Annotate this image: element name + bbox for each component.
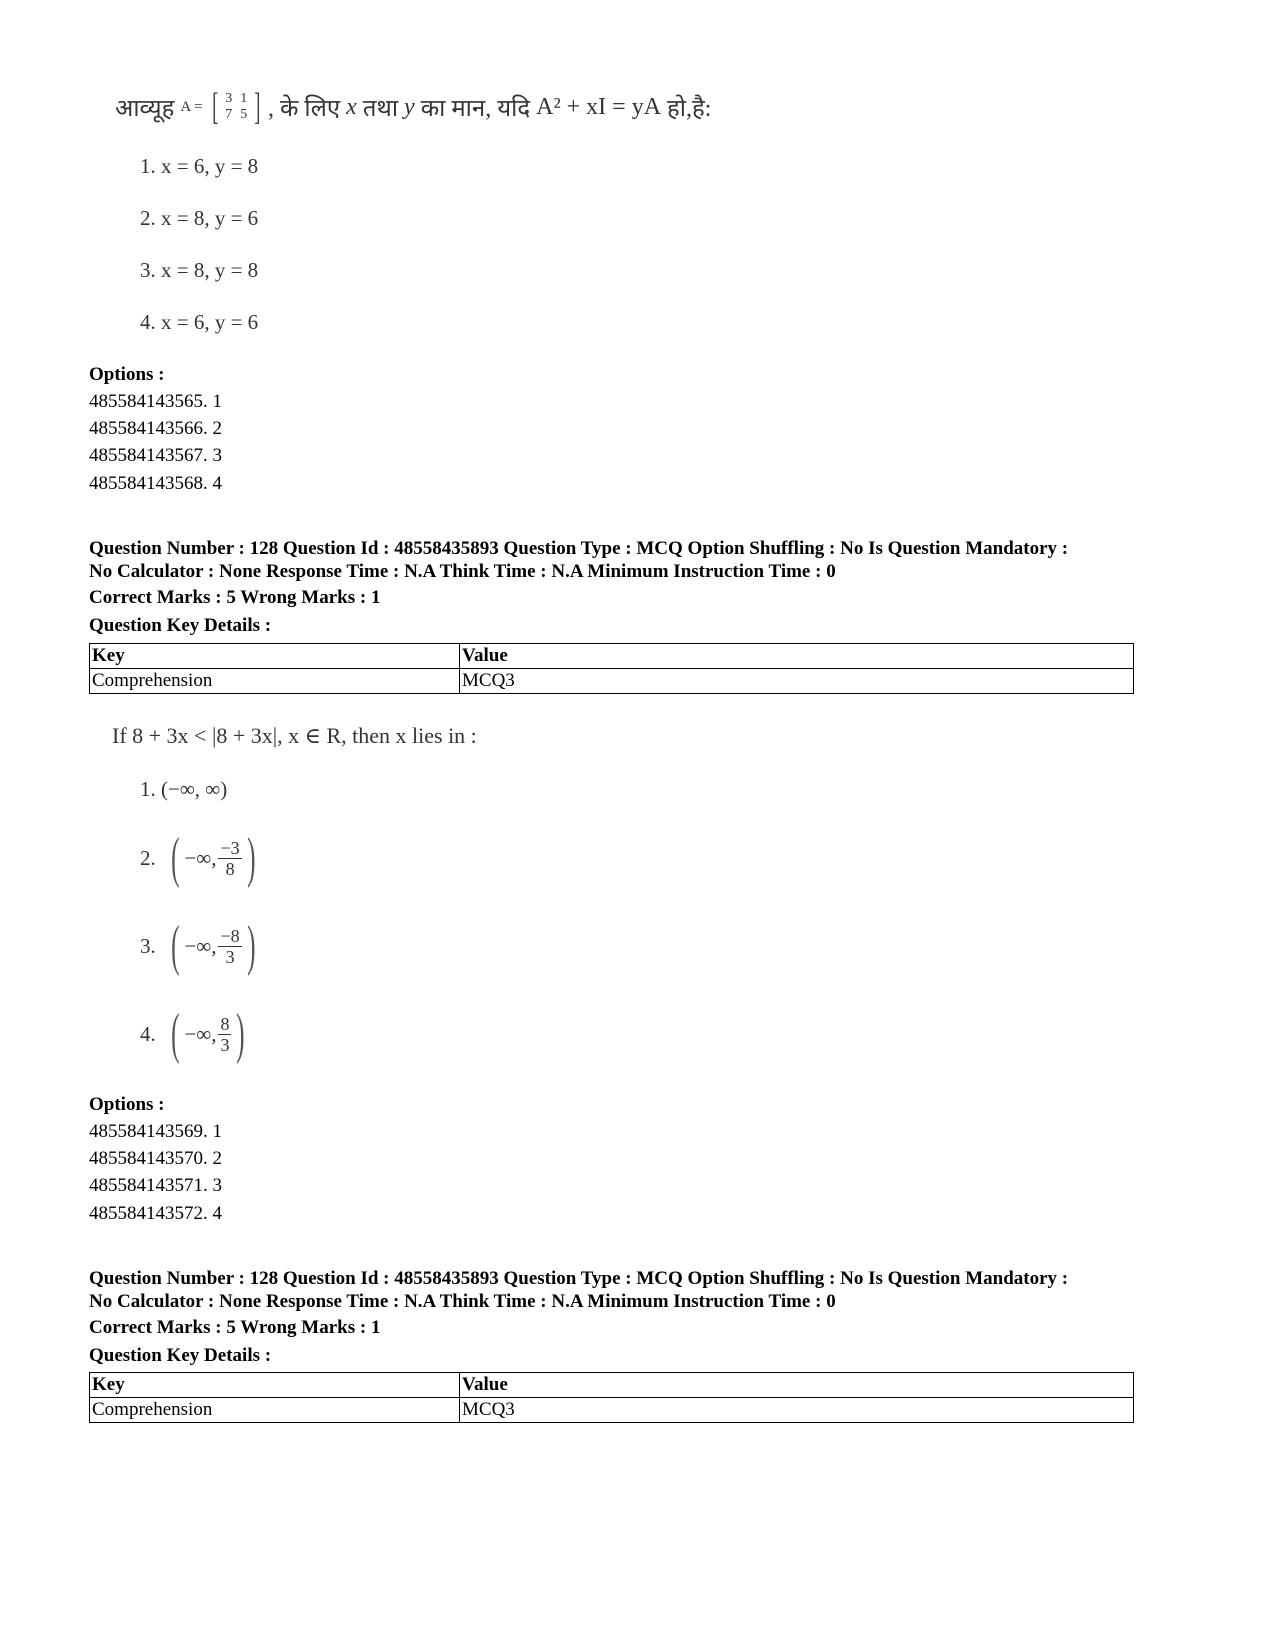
key-details-label: Question Key Details : — [89, 1345, 272, 1366]
matrix-a: [ 3 1 7 5 ] — [211, 86, 261, 128]
interval-lead: −∞, — [184, 845, 217, 870]
option-id: 485584143570. 2 — [89, 1148, 222, 1169]
question-2-choice: 4. ( −∞, $\frac{8}{3}$ ) — [140, 1003, 246, 1065]
question-2-choice: 3. ( −∞, $\frac{-8}{3}$ ) — [140, 915, 256, 977]
option-id: 485584143567. 3 — [89, 445, 222, 466]
fraction — [218, 1014, 231, 1055]
denominator: 8 — [225, 858, 235, 879]
question-meta-line: No Calculator : None Response Time : N.A Think Time : N.A Minimum Instruction Time : 0 — [89, 561, 836, 582]
question-meta-line: No Calculator : None Response Time : N.A Think Time : N.A Minimum Instruction Time : 0 — [89, 1291, 836, 1312]
numerator: −8 — [220, 925, 240, 946]
question-2-choice: 1. (−∞, ∞) — [140, 777, 228, 801]
matrix-label: A = — [180, 98, 203, 115]
choice-number: 3. — [140, 933, 156, 958]
question-1-suffix-c: हो,है: — [667, 95, 712, 122]
var-y: y — [404, 93, 415, 120]
fraction — [218, 926, 241, 967]
question-1-prefix: आव्यूह — [115, 95, 175, 122]
table-cell-key: Comprehension — [90, 1398, 460, 1423]
table-header-key: Key — [90, 644, 460, 669]
key-details-table — [89, 1372, 1134, 1423]
denominator: 3 — [220, 1034, 230, 1055]
option-id: 485584143565. 1 — [89, 391, 222, 412]
table-header-value: Value — [460, 644, 1134, 669]
question-1-mid: तथा — [362, 95, 399, 122]
numerator: 8 — [220, 1013, 230, 1034]
option-id: 485584143569. 1 — [89, 1121, 222, 1142]
question-meta-line: Question Number : 128 Question Id : 48558435893 Question Type : MCQ Option Shuffling : No Is Question Mandatory : — [89, 1268, 1069, 1289]
table-header-key: Key — [90, 1373, 460, 1398]
denominator: 3 — [225, 946, 235, 967]
question-2-choice: 2. ( −∞, $\frac{-3}{8}$ ) — [140, 827, 256, 889]
var-x: x — [346, 93, 357, 120]
options-label: Options : — [89, 364, 165, 385]
question-2-stem: If 8 + 3x < |8 + 3x|, x ∈ R, then x lies in : — [112, 723, 477, 748]
numerator: −3 — [220, 837, 240, 858]
table-cell-key: Comprehension — [90, 669, 460, 694]
matrix-cell: 7 — [225, 107, 233, 122]
question-1-choice: 1. x = 6, y = 8 — [140, 154, 259, 178]
marks-line: Correct Marks : 5 Wrong Marks : 1 — [89, 587, 381, 608]
option-id: 485584143571. 3 — [89, 1175, 222, 1196]
options-label: Options : — [89, 1094, 165, 1115]
question-1-stem — [115, 88, 711, 126]
option-id: 485584143566. 2 — [89, 418, 222, 439]
table-cell-value: MCQ3 — [460, 669, 1134, 694]
option-id: 485584143568. 4 — [89, 473, 222, 494]
choice-number: 4. — [140, 1021, 156, 1046]
option-id: 485584143572. 4 — [89, 1203, 222, 1224]
fraction — [218, 838, 241, 879]
table-header-value: Value — [460, 1373, 1134, 1398]
matrix-cell: 3 — [225, 91, 233, 106]
matrix-cell: 1 — [240, 91, 248, 106]
interval-lead: −∞, — [184, 1021, 217, 1046]
question-meta-line: Question Number : 128 Question Id : 48558435893 Question Type : MCQ Option Shuffling : No Is Question Mandatory : — [89, 538, 1069, 559]
question-1-suffix-a: , के लिए — [267, 95, 341, 122]
question-1-suffix-b: का मान, यदि — [420, 95, 531, 122]
question-1-choice: 4. x = 6, y = 6 — [140, 310, 259, 334]
key-details-label: Question Key Details : — [89, 615, 272, 636]
key-details-table — [89, 643, 1134, 694]
interval-lead: −∞, — [184, 933, 217, 958]
table-cell-value: MCQ3 — [460, 1398, 1134, 1423]
marks-line: Correct Marks : 5 Wrong Marks : 1 — [89, 1317, 381, 1338]
question-1-equation: A² + xI = yA — [536, 93, 662, 120]
choice-number: 2. — [140, 845, 156, 870]
question-1-choice: 2. x = 8, y = 6 — [140, 206, 259, 230]
matrix-cell: 5 — [240, 107, 248, 122]
question-1-choice: 3. x = 8, y = 8 — [140, 258, 259, 282]
question-meta — [89, 1267, 1189, 1313]
question-meta — [89, 537, 1189, 583]
